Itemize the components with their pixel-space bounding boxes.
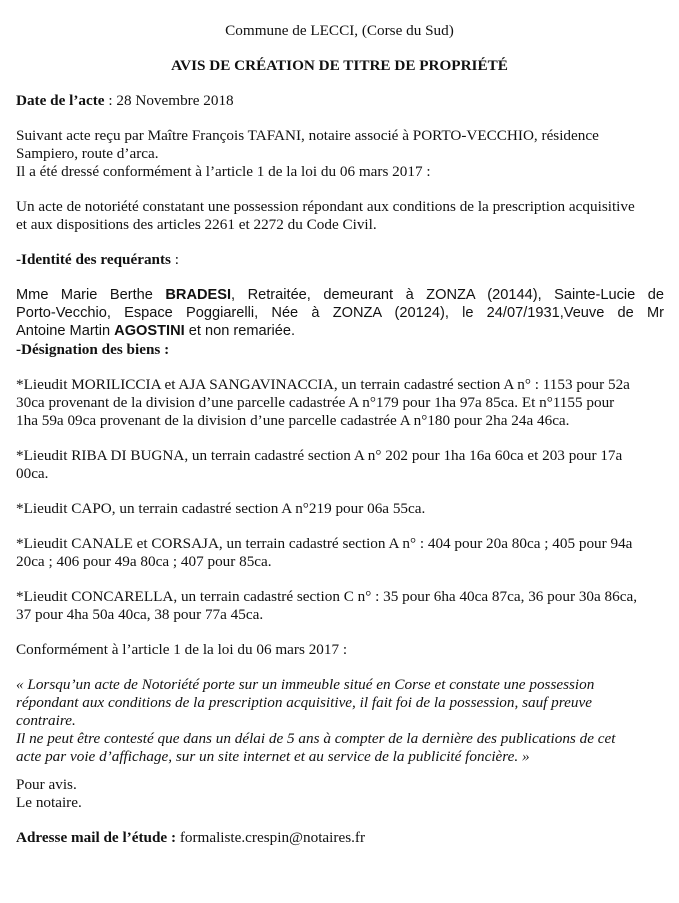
requerant-text: Mme Marie Berthe — [16, 287, 166, 303]
document-title: AVIS DE CRÉATION DE TITRE DE PROPRIÉTÉ — [171, 57, 508, 74]
requerant-text: et non remariée. — [184, 323, 296, 339]
intro-line: Il a été dressé conformément à l’article 1 de la loi du 06 mars 2017 : — [16, 163, 431, 180]
requerant-surname: BRADESI — [165, 287, 232, 303]
intro-paragraph — [16, 127, 666, 181]
quote-line: contraire. — [16, 712, 76, 729]
bien-line: *Lieudit MORILICCIA et AJA SANGAVINACCIA, un terrain cadastré section A n° : 1153 pour 52a — [16, 376, 630, 393]
contact-email[interactable]: formaliste.crespin@notaires.fr — [179, 829, 366, 846]
quote-line: acte par voie d’affichage, sur un site internet et au service de la publicité foncière. » — [16, 748, 530, 765]
requerants-heading — [16, 251, 666, 269]
bien-line: 30ca provenant de la division d’une parcelle cadastrée A n°179 pour 1ha 97a 85ca. Et n°1155 pour — [16, 394, 615, 411]
loi-intro: Conformément à l’article 1 de la loi du 06 mars 2017 : — [16, 641, 348, 658]
date-acte — [16, 92, 666, 110]
requerants-heading-suffix: : — [170, 251, 179, 268]
intro-line: Suivant acte reçu par Maître François TAFANI, notaire associé à PORTO-VECCHIO, résidence — [16, 127, 599, 144]
requerant-line-2: Porto-Vecchio, Espace Poggiarelli, Née à ZONZA (20124), le 24/07/1931,Veuve de Mr — [16, 305, 664, 321]
requerant-spouse-surname: AGOSTINI — [114, 323, 185, 339]
loi-quote — [16, 676, 666, 766]
bien-item — [16, 447, 666, 483]
quote-line: Il ne peut être contesté que dans un délai de 5 ans à compter de la dernière des publications de cet — [16, 730, 616, 747]
requerant-text: Antoine Martin — [16, 323, 115, 339]
requerant-line-3 — [16, 322, 664, 340]
requerants-body — [16, 286, 664, 340]
bien-line: *Lieudit CONCARELLA, un terrain cadastré section C n° : 35 pour 6ha 40ca 87ca, 36 pour 30a 86ca, — [16, 588, 638, 605]
closing — [16, 776, 666, 812]
bien-line: 00ca. — [16, 465, 49, 482]
closing-line: Pour avis. — [16, 776, 77, 793]
closing-signature: Le notaire. — [16, 794, 82, 811]
bien-line: *Lieudit CAPO, un terrain cadastré section A n°219 pour 06a 55ca. — [16, 500, 426, 517]
bien-line: *Lieudit CANALE et CORSAJA, un terrain cadastré section A n° : 404 pour 20a 80ca ; 405 pour 94a — [16, 535, 633, 552]
requerants-heading-label: -Identité des requérants — [16, 251, 171, 268]
bien-line: 20ca ; 406 pour 49a 80ca ; 407 pour 85ca. — [16, 553, 272, 570]
acte-line: Un acte de notoriété constatant une possession répondant aux conditions de la prescription acquisitive — [16, 198, 635, 215]
biens-heading: -Désignation des biens : — [16, 341, 170, 358]
contact — [16, 829, 666, 847]
intro-line: Sampiero, route d’arca. — [16, 145, 159, 162]
date-acte-value: 28 Novembre 2018 — [116, 92, 234, 109]
bien-item — [16, 588, 666, 624]
acte-line: et aux dispositions des articles 2261 et 2272 du Code Civil. — [16, 216, 377, 233]
contact-label: Adresse mail de l’étude : — [16, 829, 177, 846]
requerant-text: , Retraitée, demeurant à ZONZA (20144), Sainte-Lucie de — [231, 287, 664, 303]
date-acte-separator: : — [104, 92, 117, 109]
bien-line: *Lieudit RIBA DI BUGNA, un terrain cadastré section A n° 202 pour 1ha 16a 60ca et 203 pour 17a — [16, 447, 623, 464]
bien-item — [16, 535, 666, 571]
bien-line: 37 pour 4ha 50a 40ca, 38 pour 77a 45ca. — [16, 606, 264, 623]
acte-notoriete-paragraph — [16, 198, 666, 234]
requerant-line-1 — [16, 286, 664, 304]
commune-heading: Commune de LECCI, (Corse du Sud) — [225, 22, 454, 39]
date-acte-label: Date de l’acte — [16, 92, 105, 109]
bien-item — [16, 500, 666, 518]
quote-line: « Lorsqu’un acte de Notoriété porte sur un immeuble situé en Corse et constate une possession — [16, 676, 595, 693]
bien-item — [16, 376, 666, 430]
quote-line: répondant aux conditions de la prescription acquisitive, il fait foi de la possession, sauf preuve — [16, 694, 592, 711]
bien-line: 1ha 59a 09ca provenant de la division d’une parcelle cadastrée A n°180 pour 2ha 24a 46ca. — [16, 412, 570, 429]
